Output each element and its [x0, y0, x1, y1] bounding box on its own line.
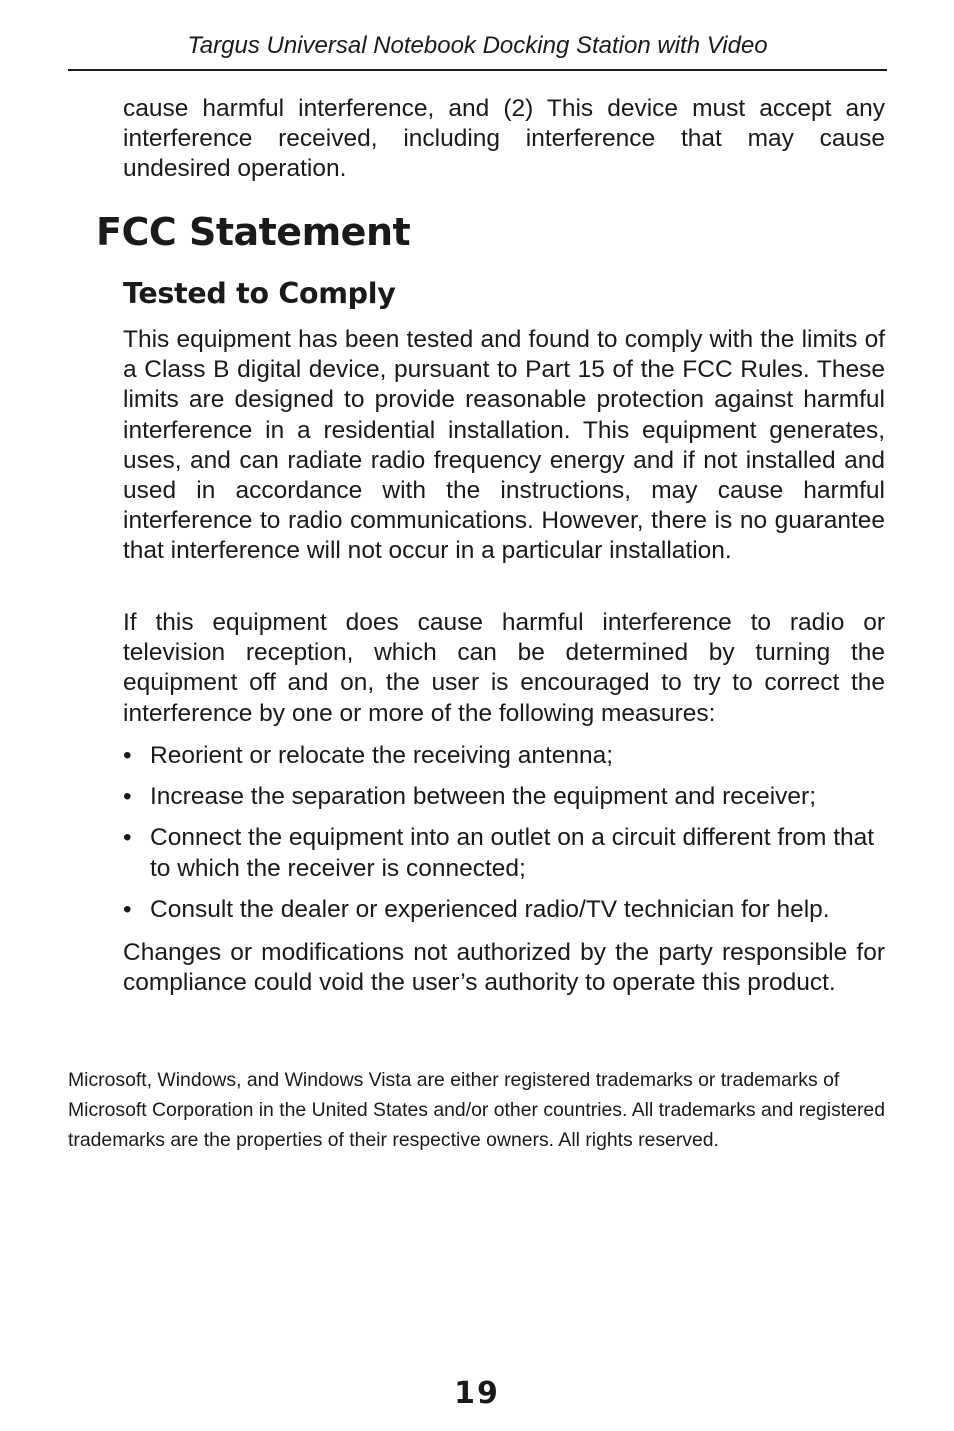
bullet-icon: •	[123, 824, 132, 852]
running-header: Targus Universal Notebook Docking Station with Video	[187, 32, 768, 59]
intro-paragraph: cause harmful interference, and (2) This device must accept any interference received, including interference that may cause undesired operation.	[123, 95, 885, 183]
list-item-text: Connect the equipment into an outlet on a circuit different from that to which the receiver is connected;	[150, 824, 875, 882]
page-number: 19	[454, 1376, 500, 1411]
bullet-icon: •	[123, 895, 132, 923]
bullet-icon: •	[123, 742, 132, 769]
list-item-text: Consult the dealer or experienced radio/TV technician for help.	[150, 895, 830, 923]
header-divider	[68, 69, 887, 71]
list-item	[123, 895, 885, 925]
list-item	[123, 782, 885, 812]
bullet-icon: •	[123, 783, 132, 811]
closing-paragraph: Changes or modifications not authorized by the party responsible for compliance could void the user’s authority to operate this product.	[123, 939, 885, 997]
section-heading: FCC Statement	[96, 210, 411, 254]
list-item	[123, 741, 885, 771]
compliance-paragraph: This equipment has been tested and found to comply with the limits of a Class B digital device, pursuant to Part 15 of the FCC Rules. These limits are designed to provide reasonable protection against harmful interference in a residential installation. This equipment generates, uses, and can radiate radio frequency energy and if not installed and used in accordance with the instructions, may cause harmful interference to radio communications. However, there is no guarantee that interference will not occur in a particular installation.	[123, 326, 885, 565]
interference-paragraph: If this equipment does cause harmful interference to radio or television reception, which can be determined by turning the equipment off and on, the user is encouraged to try to correct the interference by one or more of the following measures:	[123, 609, 885, 727]
list-item-text: Reorient or relocate the receiving antenna;	[150, 742, 614, 769]
measures-list	[123, 741, 885, 925]
section-subheading: Tested to Comply	[123, 277, 396, 310]
trademark-footnote: Microsoft, Windows, and Windows Vista are either registered trademarks or trademarks of Microsoft Corporation in the United States and/or other countries. All trademarks and registered trademarks are the properties of their respective owners. All rights reserved.	[68, 1069, 885, 1151]
list-item-text: Increase the separation between the equipment and receiver;	[150, 783, 817, 811]
list-item	[123, 823, 885, 883]
